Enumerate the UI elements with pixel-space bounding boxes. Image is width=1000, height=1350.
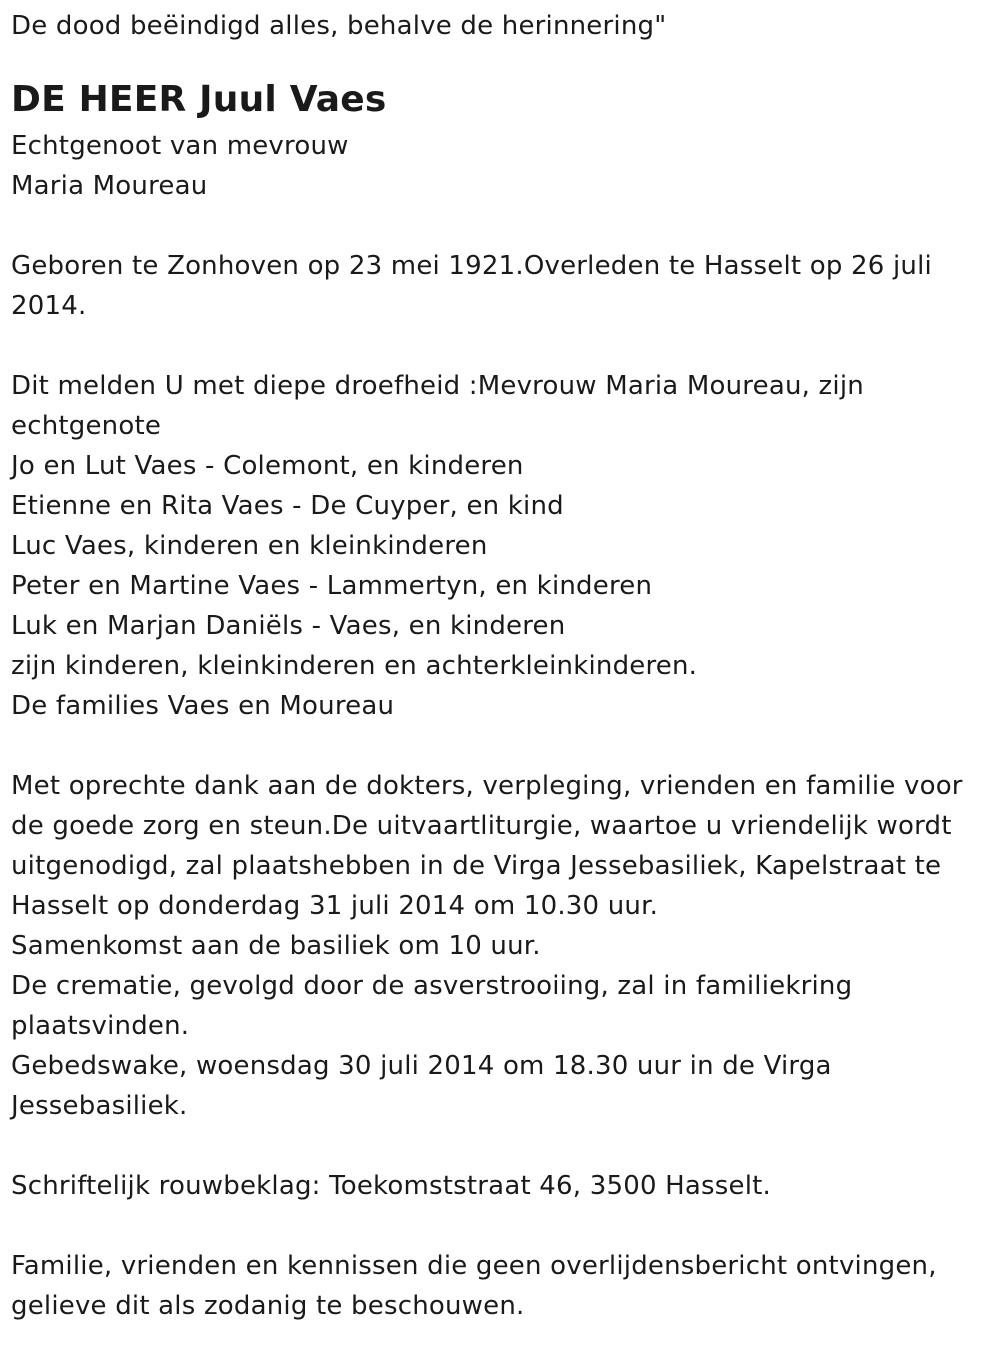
ceremony-line: Jessebasiliek. xyxy=(11,1091,188,1121)
obituary-document xyxy=(11,6,986,1326)
ceremony-line: Hasselt op donderdag 31 juli 2014 om 10.30 uur. xyxy=(11,891,659,921)
ceremony-line: uitgenodigd, zal plaatshebben in de Virga Jessebasiliek, Kapelstraat te xyxy=(11,851,942,881)
closing-line-1: Familie, vrienden en kennissen die geen overlijdensbericht ontvingen, xyxy=(11,1251,937,1281)
family-member-line: De families Vaes en Moureau xyxy=(11,691,395,721)
paragraph-spacer xyxy=(11,326,986,366)
family-member-line: Jo en Lut Vaes - Colemont, en kinderen xyxy=(11,451,524,481)
ceremony-line: plaatsvinden. xyxy=(11,1011,190,1041)
deceased-name: DE HEER Juul Vaes xyxy=(11,79,387,120)
ceremony-line: Met oprechte dank aan de dokters, verpleging, vrienden en familie voor xyxy=(11,771,963,801)
condolence-address: Schriftelijk rouwbeklag: Toekomststraat 46, 3500 Hasselt. xyxy=(11,1171,772,1201)
announcement-line-1: Dit melden U met diepe droefheid :Mevrouw Maria Moureau, zijn xyxy=(11,371,864,401)
family-member-line: zijn kinderen, kleinkinderen en achterkleinkinderen. xyxy=(11,651,698,681)
paragraph-spacer xyxy=(11,1126,986,1166)
family-member-line: Luc Vaes, kinderen en kleinkinderen xyxy=(11,531,488,561)
ceremony-line: de goede zorg en steun.De uitvaartliturgie, waartoe u vriendelijk wordt xyxy=(11,811,952,841)
spouse-line-2: Maria Moureau xyxy=(11,171,208,201)
paragraph-spacer xyxy=(11,1206,986,1246)
closing-line-2: gelieve dit als zodanig te beschouwen. xyxy=(11,1291,525,1321)
paragraph-spacer xyxy=(11,726,986,766)
ceremony-line: De crematie, gevolgd door de asverstrooiing, zal in familiekring xyxy=(11,971,853,1001)
family-member-line: Luk en Marjan Daniëls - Vaes, en kinderen xyxy=(11,611,566,641)
family-member-line: Etienne en Rita Vaes - De Cuyper, en kind xyxy=(11,491,564,521)
ceremony-line: Samenkomst aan de basiliek om 10 uur. xyxy=(11,931,541,961)
announcement-line-2: echtgenote xyxy=(11,411,162,441)
birth-death-line-2: 2014. xyxy=(11,291,87,321)
family-member-line: Peter en Martine Vaes - Lammertyn, en kinderen xyxy=(11,571,653,601)
ceremony-line: Gebedswake, woensdag 30 juli 2014 om 18.30 uur in de Virga xyxy=(11,1051,832,1081)
memorial-quote: De dood beëindigd alles, behalve de herinnering" xyxy=(11,11,667,41)
birth-death-line-1: Geboren te Zonhoven op 23 mei 1921.Overleden te Hasselt op 26 juli xyxy=(11,251,932,281)
spouse-line-1: Echtgenoot van mevrouw xyxy=(11,131,349,161)
paragraph-spacer xyxy=(11,206,986,246)
